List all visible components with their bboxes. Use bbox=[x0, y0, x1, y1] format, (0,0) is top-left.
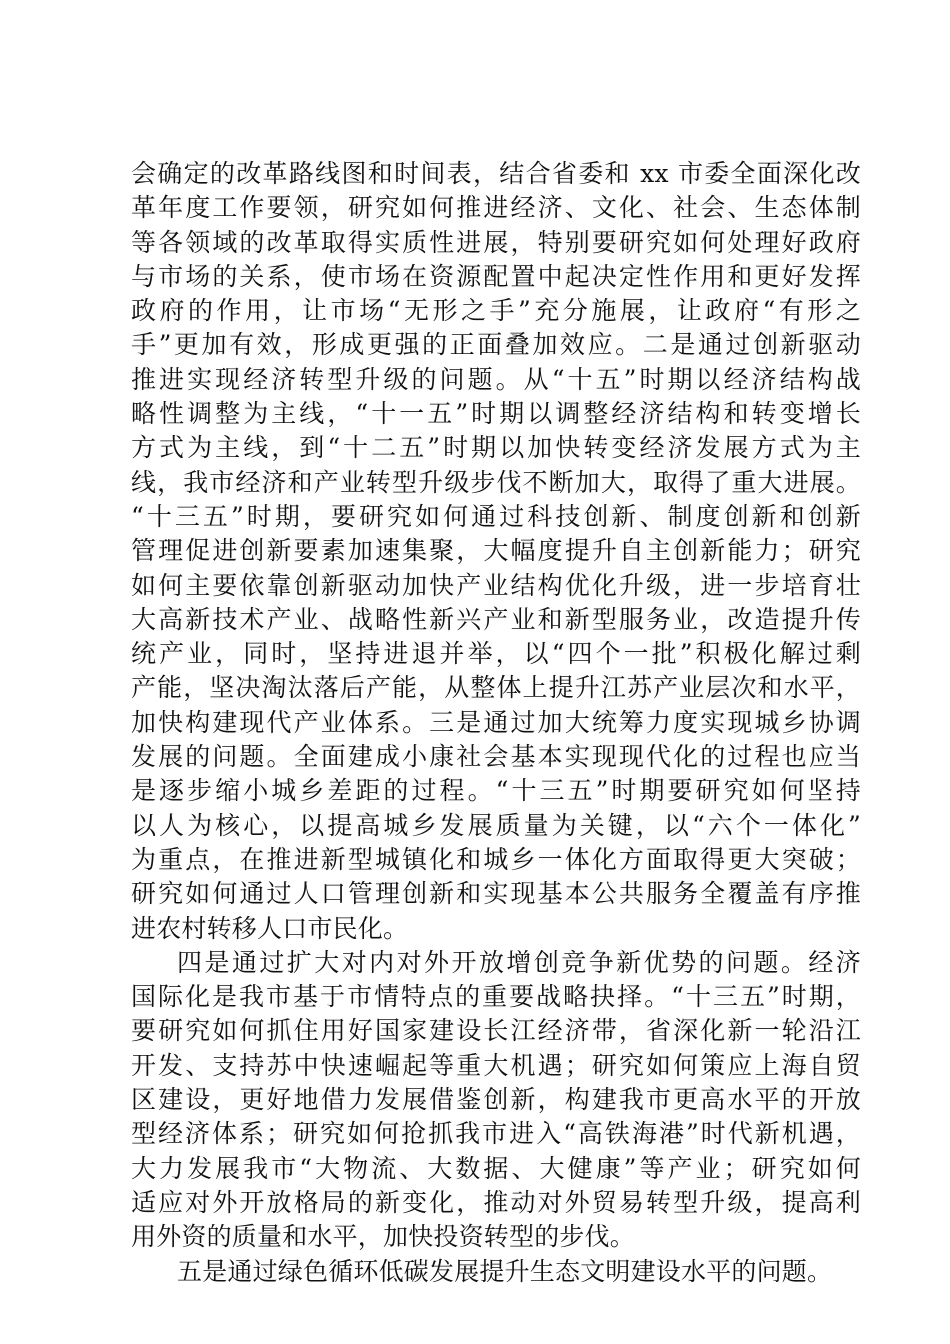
text-line: 区建设，更好地借力发展借鉴创新，构建我市更高水平的开放 bbox=[131, 1085, 861, 1115]
text-line: “十三五”时期，要研究如何通过科技创新、制度创新和创新 bbox=[131, 501, 861, 531]
text-line: 适应对外开放格局的新变化，推动对外贸易转型升级，提高利 bbox=[131, 1187, 861, 1217]
text-line: 研究如何通过人口管理创新和实现基本公共服务全覆盖有序推 bbox=[131, 879, 861, 909]
text-line: 略性调整为主线，“十一五”时期以调整经济结构和转变增长 bbox=[131, 399, 861, 429]
text-line: 发展的问题。全面建成小康社会基本实现现代化的过程也应当 bbox=[131, 742, 861, 772]
text-line: 革年度工作要领，研究如何推进经济、文化、社会、生态体制 bbox=[131, 193, 861, 223]
paragraph-first-line: 五是通过绿色循环低碳发展提升生态文明建设水平的问题。 bbox=[177, 1256, 833, 1286]
text-line: 统产业，同时，坚持进退并举，以“四个一批”积极化解过剩 bbox=[131, 639, 861, 669]
text-line: 大高新技术产业、战略性新兴产业和新型服务业，改造提升传 bbox=[131, 604, 861, 634]
text-line: 等各领域的改革取得实质性进展，特别要研究如何处理好政府 bbox=[131, 227, 861, 257]
text-line: 会确定的改革路线图和时间表，结合省委和 xx 市委全面深化改 bbox=[131, 159, 861, 188]
text-line: 如何主要依靠创新驱动加快产业结构优化升级，进一步培育壮 bbox=[131, 570, 861, 600]
text-line: 用外资的质量和水平，加快投资转型的步伐。 bbox=[131, 1222, 636, 1252]
text-line: 管理促进创新要素加速集聚，大幅度提升自主创新能力；研究 bbox=[131, 536, 861, 566]
text-line: 要研究如何抓住用好国家建设长江经济带，省深化新一轮沿江 bbox=[131, 1016, 861, 1046]
text-line: 型经济体系；研究如何抢抓我市进入“高铁海港”时代新机遇， bbox=[131, 1119, 861, 1149]
text-line: 推进实现经济转型升级的问题。从“十五”时期以经济结构战 bbox=[131, 364, 861, 394]
text-line: 以人为核心，以提高城乡发展质量为关键，以“六个一体化” bbox=[131, 810, 861, 840]
text-line: 进农村转移人口市民化。 bbox=[131, 913, 409, 943]
text-line: 为重点，在推进新型城镇化和城乡一体化方面取得更大突破； bbox=[131, 844, 861, 874]
text-line: 线，我市经济和产业转型升级步伐不断加大，取得了重大进展。 bbox=[131, 467, 861, 497]
body-text bbox=[131, 157, 861, 1289]
text-line: 加快构建现代产业体系。三是通过加大统筹力度实现城乡协调 bbox=[131, 707, 861, 737]
text-line: 手”更加有效，形成更强的正面叠加效应。二是通过创新驱动 bbox=[131, 330, 861, 360]
text-line: 是逐步缩小城乡差距的过程。“十三五”时期要研究如何坚持 bbox=[131, 776, 861, 806]
text-line: 方式为主线，到“十二五”时期以加快转变经济发展方式为主 bbox=[131, 433, 861, 463]
text-line: 政府的作用，让市场“无形之手”充分施展，让政府“有形之 bbox=[131, 296, 861, 326]
text-line: 大力发展我市“大物流、大数据、大健康”等产业；研究如何 bbox=[131, 1153, 861, 1183]
text-line: 与市场的关系，使市场在资源配置中起决定性作用和更好发挥 bbox=[131, 261, 861, 291]
text-line: 国际化是我市基于市情特点的重要战略抉择。“十三五”时期， bbox=[131, 982, 861, 1012]
paragraph-first-line: 四是通过扩大对内对外开放增创竞争新优势的问题。经济 bbox=[177, 947, 861, 977]
text-line: 产能，坚决淘汰落后产能，从整体上提升江苏产业层次和水平， bbox=[131, 673, 861, 703]
text-line: 开发、支持苏中快速崛起等重大机遇；研究如何策应上海自贸 bbox=[131, 1050, 861, 1080]
